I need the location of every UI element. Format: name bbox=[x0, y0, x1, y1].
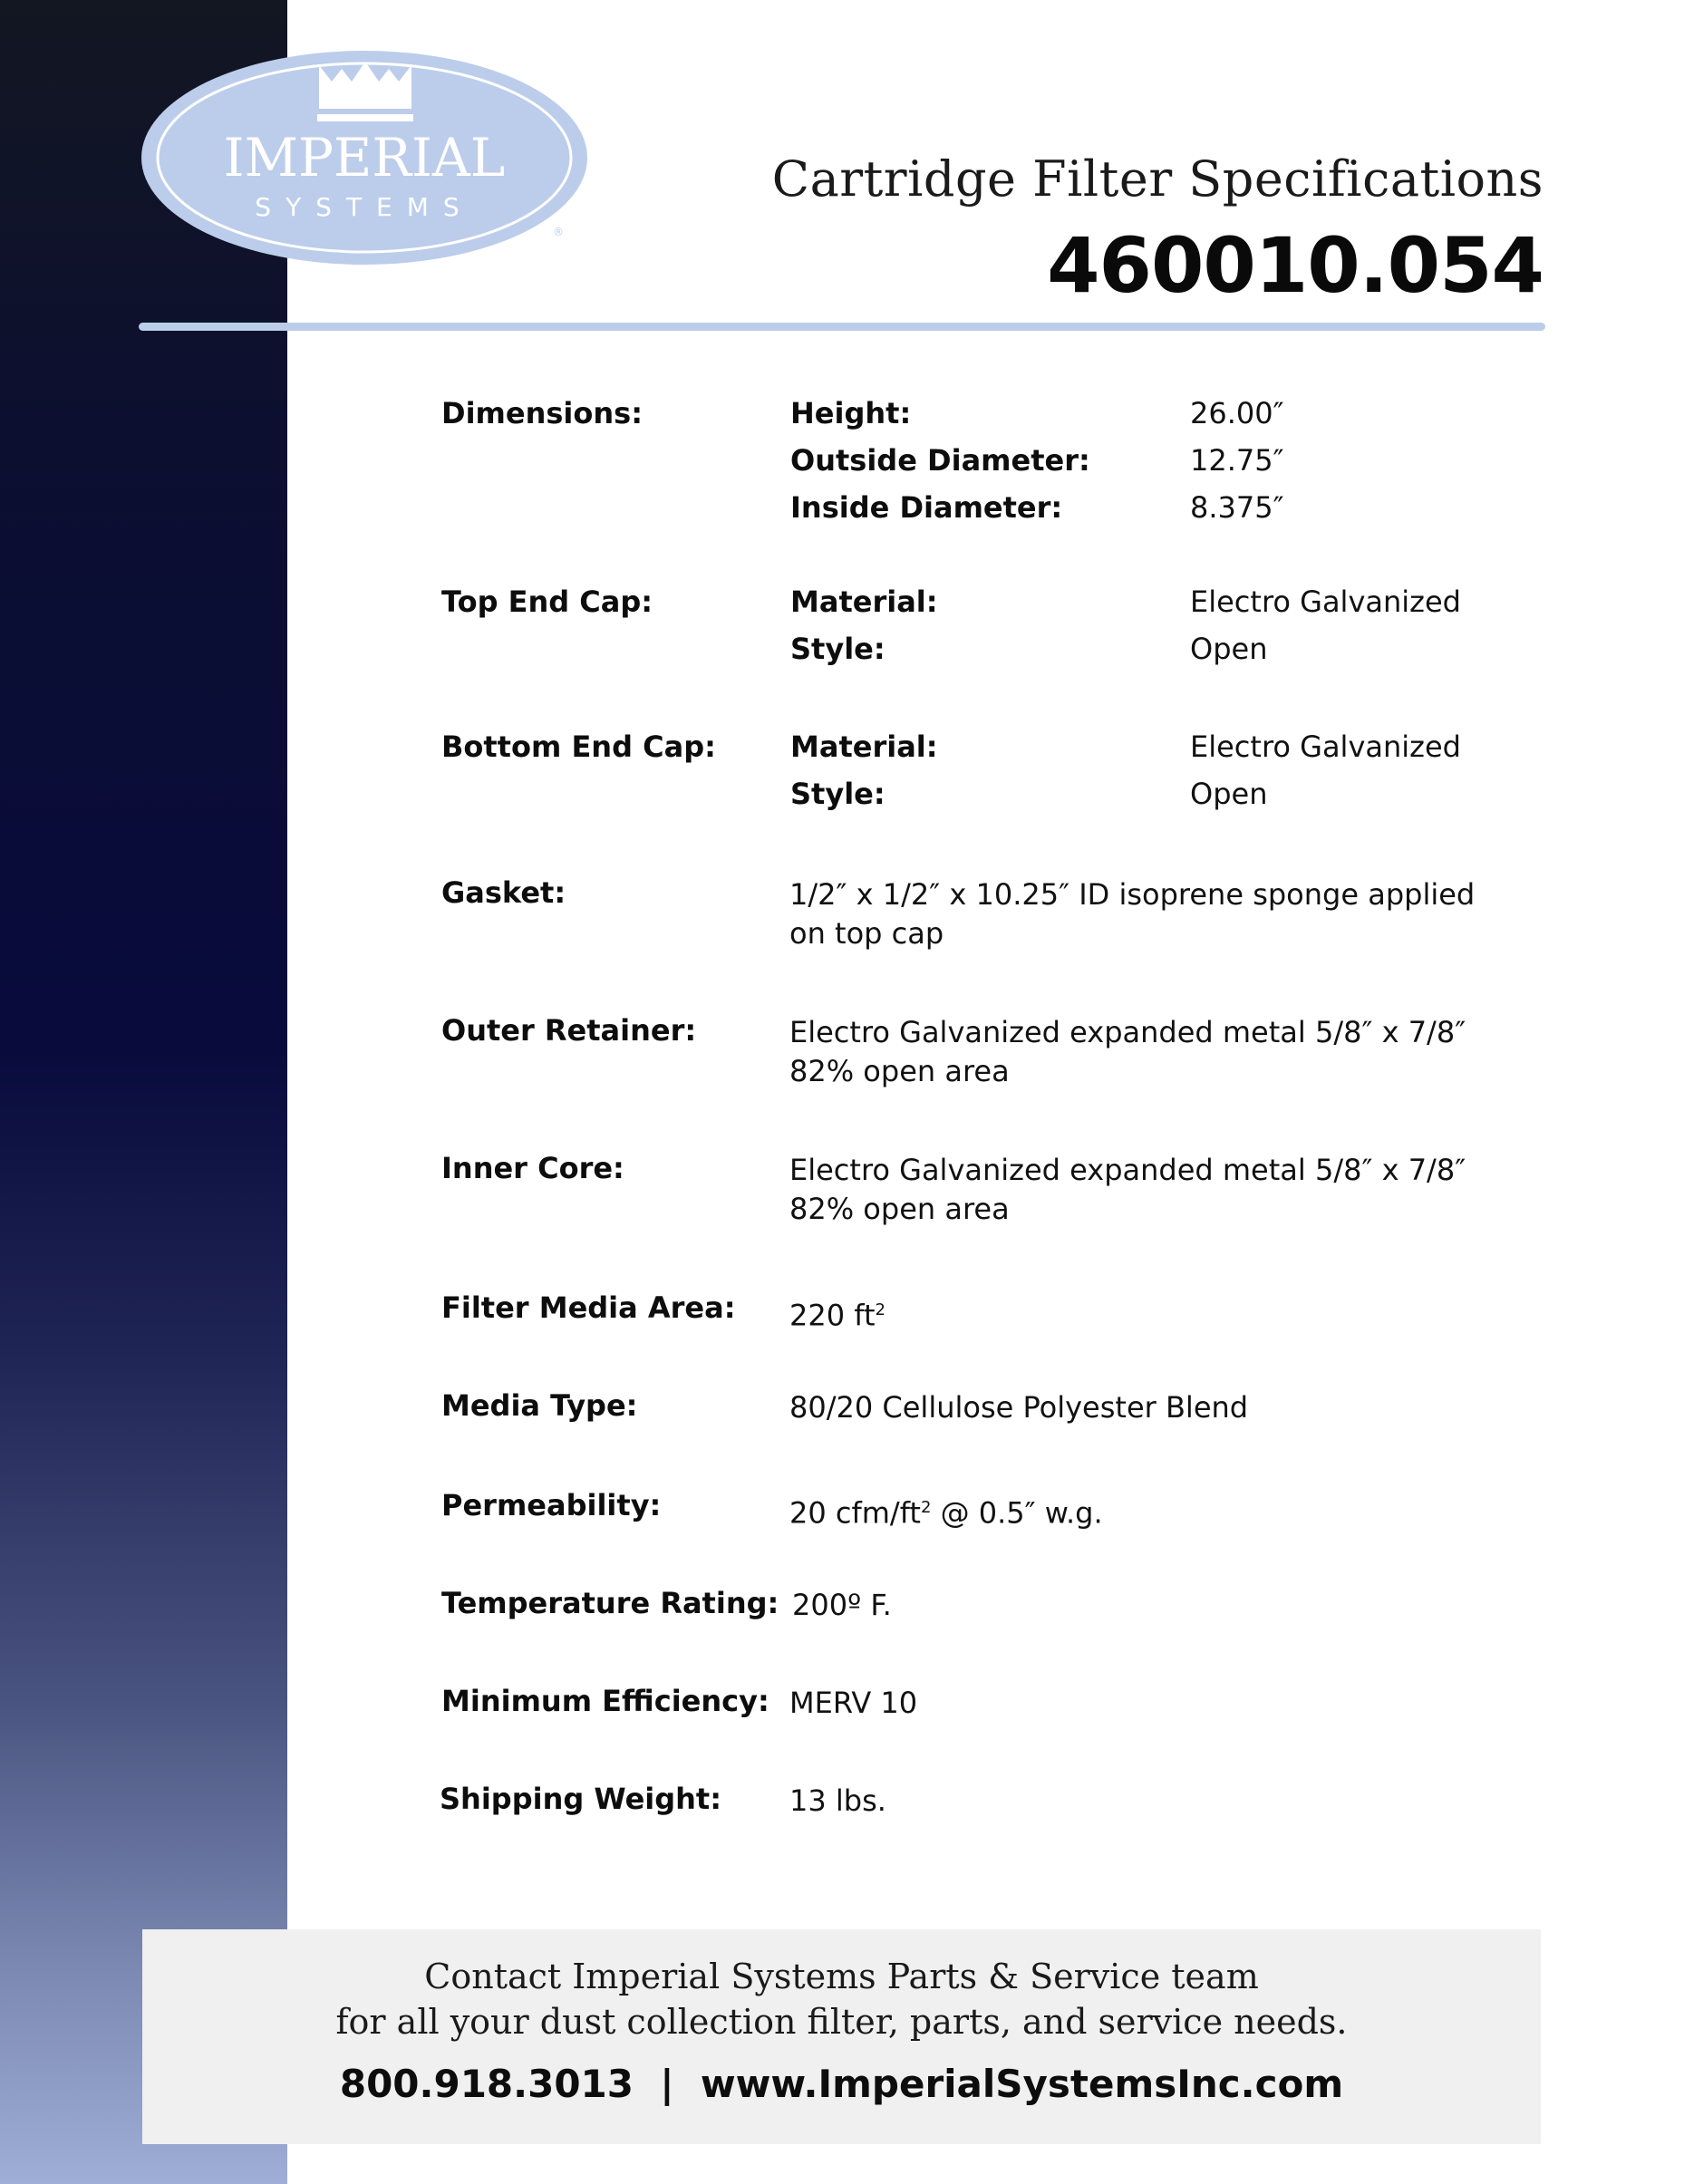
footer-contact-info: 800.918.3013 | www.ImperialSystemsInc.com bbox=[339, 2062, 1344, 2106]
spec-value-line: Electro Galvanized expanded metal 5/8″ x 7/8″ bbox=[789, 1015, 1466, 1049]
sub-value: Electro Galvanized bbox=[1190, 585, 1461, 619]
spec-value: 13 lbs. bbox=[789, 1783, 886, 1818]
spec-label: Filter Media Area: bbox=[441, 1290, 736, 1325]
sub-label: Material: bbox=[790, 730, 938, 764]
logo-subword: SYSTEMS bbox=[255, 192, 474, 222]
svg-text:®: ® bbox=[553, 226, 564, 238]
sub-value: Open bbox=[1190, 632, 1268, 666]
spec-label: Top End Cap: bbox=[441, 585, 653, 619]
spec-label: Media Type: bbox=[441, 1388, 638, 1423]
sub-value: Electro Galvanized bbox=[1190, 730, 1461, 764]
sub-label: Material: bbox=[790, 585, 938, 619]
spec-label: Gasket: bbox=[441, 875, 566, 910]
page-subtitle: Cartridge Filter Specifications bbox=[771, 150, 1544, 208]
spec-value: MERV 10 bbox=[789, 1686, 918, 1720]
spec-label: Dimensions: bbox=[441, 396, 643, 430]
spec-value-line: on top cap bbox=[789, 916, 944, 951]
spec-value-line: 82% open area bbox=[789, 1192, 1010, 1226]
spec-label: Permeability: bbox=[441, 1488, 662, 1522]
sub-label: Outside Diameter: bbox=[790, 443, 1090, 478]
spec-value: 200º F. bbox=[792, 1588, 892, 1622]
header-divider bbox=[139, 323, 1545, 331]
sub-label: Style: bbox=[790, 632, 886, 666]
sub-label: Inside Diameter: bbox=[790, 490, 1063, 525]
spec-label: Inner Core: bbox=[441, 1151, 624, 1185]
sub-value: 12.75″ bbox=[1190, 443, 1284, 478]
sub-value: Open bbox=[1190, 777, 1268, 811]
spec-value-line: 82% open area bbox=[789, 1054, 1010, 1088]
imperial-systems-logo bbox=[140, 49, 590, 266]
spec-label: Shipping Weight: bbox=[440, 1782, 722, 1816]
spec-value bbox=[789, 1290, 1478, 1336]
spec-value-line: Electro Galvanized expanded metal 5/8″ x 7/8″ bbox=[789, 1153, 1466, 1187]
footer-text: Contact Imperial Systems Parts & Service team bbox=[424, 1957, 1259, 1996]
value-text: 20 cfm/ft bbox=[789, 1495, 921, 1531]
spec-value: 80/20 Cellulose Polyester Blend bbox=[789, 1390, 1249, 1425]
spec-value bbox=[789, 875, 1478, 953]
value-superscript: 2 bbox=[875, 1300, 886, 1319]
sub-label: Height: bbox=[790, 396, 912, 430]
value-text: @ 0.5″ w.g. bbox=[931, 1495, 1103, 1531]
spec-label: Bottom End Cap: bbox=[441, 730, 716, 764]
part-number: 460010.054 bbox=[1047, 221, 1544, 310]
logo-wordmark: IMPERIAL bbox=[223, 127, 506, 188]
spec-label: Minimum Efficiency: bbox=[441, 1684, 769, 1718]
spec-value-line: 1/2″ x 1/2″ x 10.25″ ID isoprene sponge applied bbox=[789, 877, 1476, 912]
footer-text: for all your dust collection filter, parts, and service needs. bbox=[335, 2002, 1348, 2042]
spec-label: Outer Retainer: bbox=[441, 1013, 697, 1048]
sub-label: Style: bbox=[790, 777, 886, 811]
sub-value: 8.375″ bbox=[1190, 490, 1284, 525]
value-superscript: 2 bbox=[920, 1498, 932, 1517]
spec-value bbox=[789, 1488, 1478, 1533]
spec-value bbox=[789, 1013, 1478, 1091]
value-text: 220 ft bbox=[789, 1298, 876, 1333]
spec-label: Temperature Rating: bbox=[441, 1586, 779, 1620]
contact-footer bbox=[142, 1929, 1541, 2144]
spec-value bbox=[789, 1151, 1478, 1229]
sub-value: 26.00″ bbox=[1190, 396, 1284, 430]
